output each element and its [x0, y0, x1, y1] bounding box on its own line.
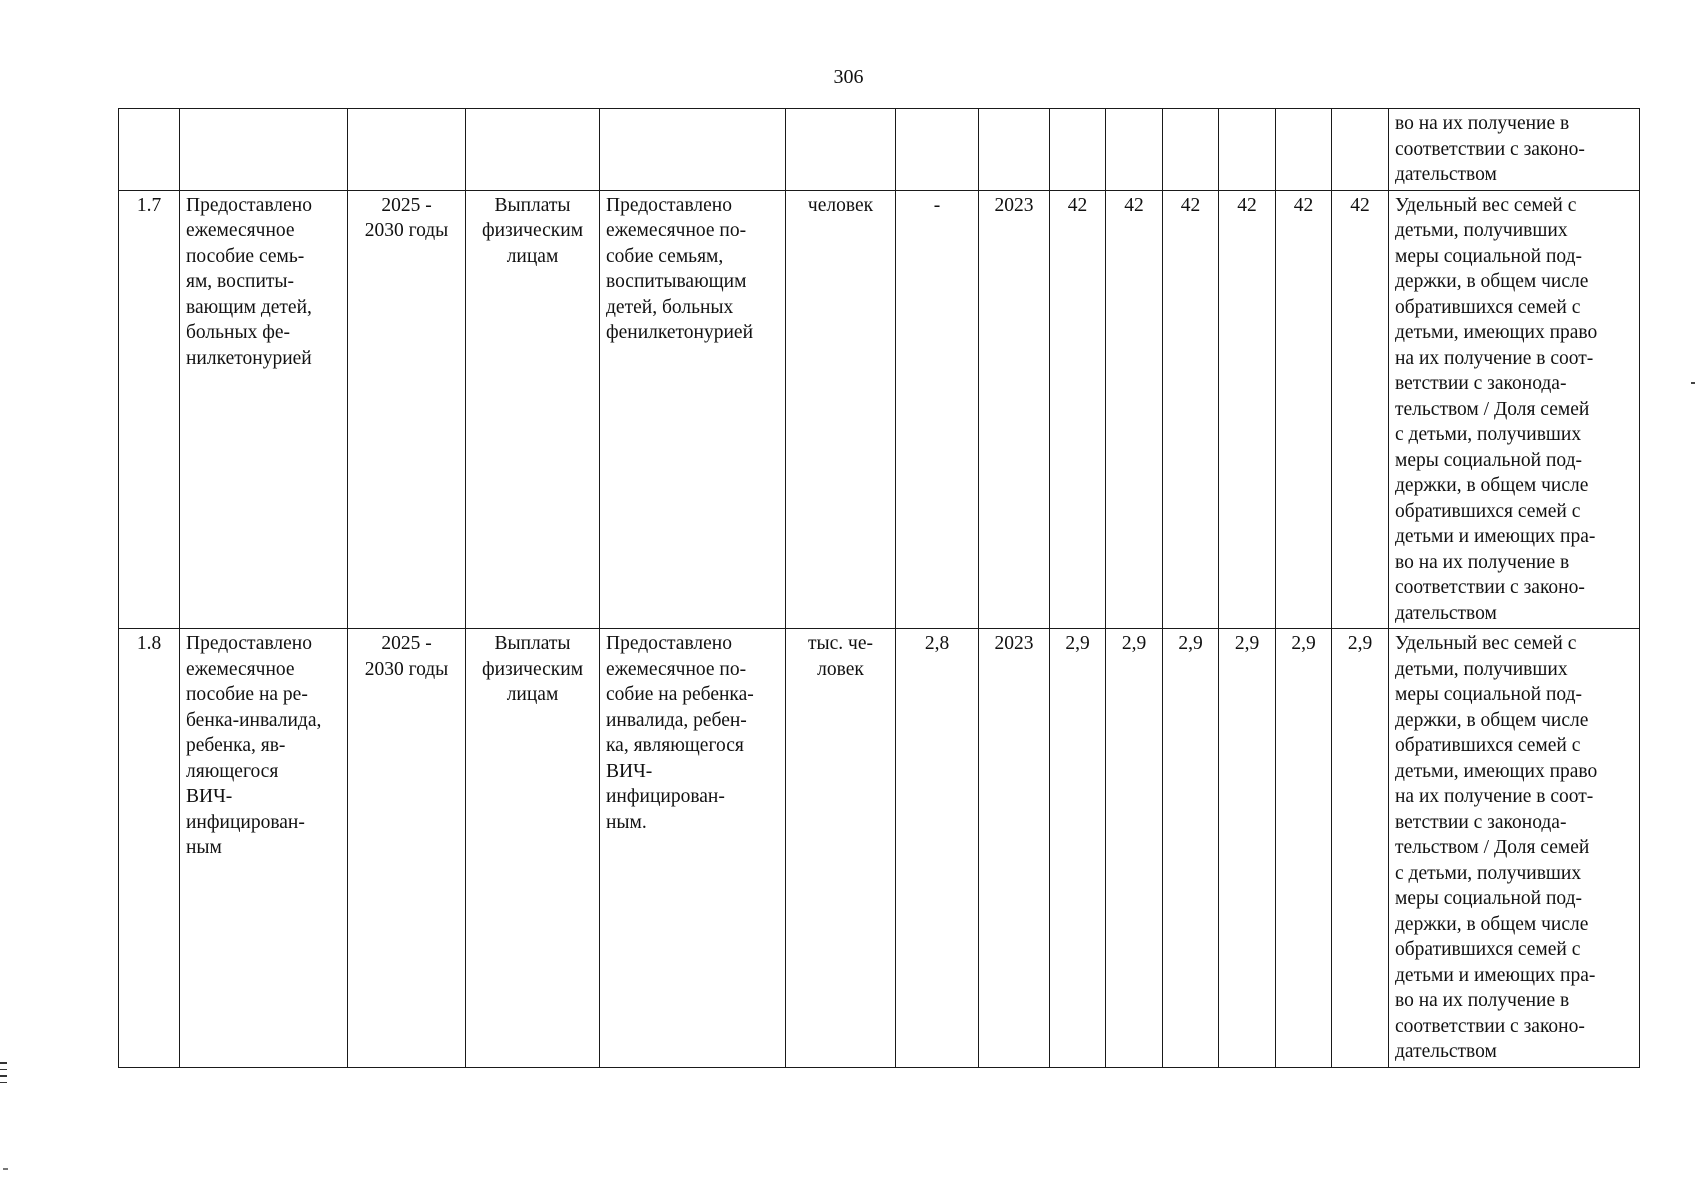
value-2029: 42	[1276, 190, 1332, 629]
value-2028: 2,9	[1219, 629, 1276, 1068]
measures-table	[118, 108, 1640, 1068]
base-year: 2023	[979, 629, 1050, 1068]
value-2027: 42	[1163, 190, 1219, 629]
value-2030: 2,9	[1332, 629, 1389, 1068]
scan-mark	[3, 1168, 8, 1170]
value-2025: 42	[1050, 190, 1106, 629]
empty-cell	[979, 109, 1050, 191]
empty-cell	[1276, 109, 1332, 191]
indicator-continuation: во на их получение в соответствии с законо- дательством	[1389, 109, 1640, 191]
description: Предоставлено ежемесячное по- собие семьям, воспитывающим детей, больных фенилкетонурией	[600, 190, 786, 629]
description: Предоставлено ежемесячное по- собие на ребенка- инвалида, ребен- ка, являющегося ВИЧ- инфицирован- ным.	[600, 629, 786, 1068]
empty-cell	[1106, 109, 1163, 191]
value-2028: 42	[1219, 190, 1276, 629]
measure-type: Выплаты физическим лицам	[466, 629, 600, 1068]
continuation-row	[119, 109, 1640, 191]
value-2026: 42	[1106, 190, 1163, 629]
period: 2025 - 2030 годы	[348, 629, 466, 1068]
value-2027: 2,9	[1163, 629, 1219, 1068]
page-number: 306	[833, 66, 864, 88]
measure-name: Предоставлено ежемесячное пособие семь- ям, воспиты- вающим детей, больных фе- нилкетонурией	[180, 190, 348, 629]
value-2026: 2,9	[1106, 629, 1163, 1068]
indicator: Удельный вес семей с детьми, получивших меры социальной под- держки, в общем числе обратившихся семей с детьми, имеющих право на их получение в соот- ветствии с законода- тельством / Доля семей с детьми, получивших меры социальной под- держки, в общем числе обратившихся семей с детьми и имеющих пра- во на их получение в соответствии с законо- дательством	[1389, 190, 1640, 629]
empty-cell	[348, 109, 466, 191]
base-value: -	[896, 190, 979, 629]
empty-cell	[1219, 109, 1276, 191]
value-2025: 2,9	[1050, 629, 1106, 1068]
measure-type: Выплаты физическим лицам	[466, 190, 600, 629]
empty-cell	[786, 109, 896, 191]
base-value: 2,8	[896, 629, 979, 1068]
measure-name: Предоставлено ежемесячное пособие на ре- бенка-инвалида, ребенка, яв- ляющегося ВИЧ- инфицирован- ным	[180, 629, 348, 1068]
empty-cell	[1332, 109, 1389, 191]
empty-cell	[1050, 109, 1106, 191]
empty-cell	[466, 109, 600, 191]
unit: человек	[786, 190, 896, 629]
value-2029: 2,9	[1276, 629, 1332, 1068]
empty-cell	[180, 109, 348, 191]
row-number: 1.7	[119, 190, 180, 629]
binding-marks	[0, 1062, 7, 1088]
empty-cell	[119, 109, 180, 191]
base-year: 2023	[979, 190, 1050, 629]
row-number: 1.8	[119, 629, 180, 1068]
edge-tick	[1691, 382, 1695, 384]
table-row	[119, 190, 1640, 629]
period: 2025 - 2030 годы	[348, 190, 466, 629]
indicator: Удельный вес семей с детьми, получивших меры социальной под- держки, в общем числе обратившихся семей с детьми, имеющих право на их получение в соот- ветствии с законода- тельством / Доля семей с детьми, получивших меры социальной под- держки, в общем числе обратившихся семей с детьми и имеющих пра- во на их получение в соответствии с законо- дательством	[1389, 629, 1640, 1068]
value-2030: 42	[1332, 190, 1389, 629]
empty-cell	[896, 109, 979, 191]
empty-cell	[1163, 109, 1219, 191]
table-row	[119, 629, 1640, 1068]
unit: тыс. че- ловек	[786, 629, 896, 1068]
empty-cell	[600, 109, 786, 191]
